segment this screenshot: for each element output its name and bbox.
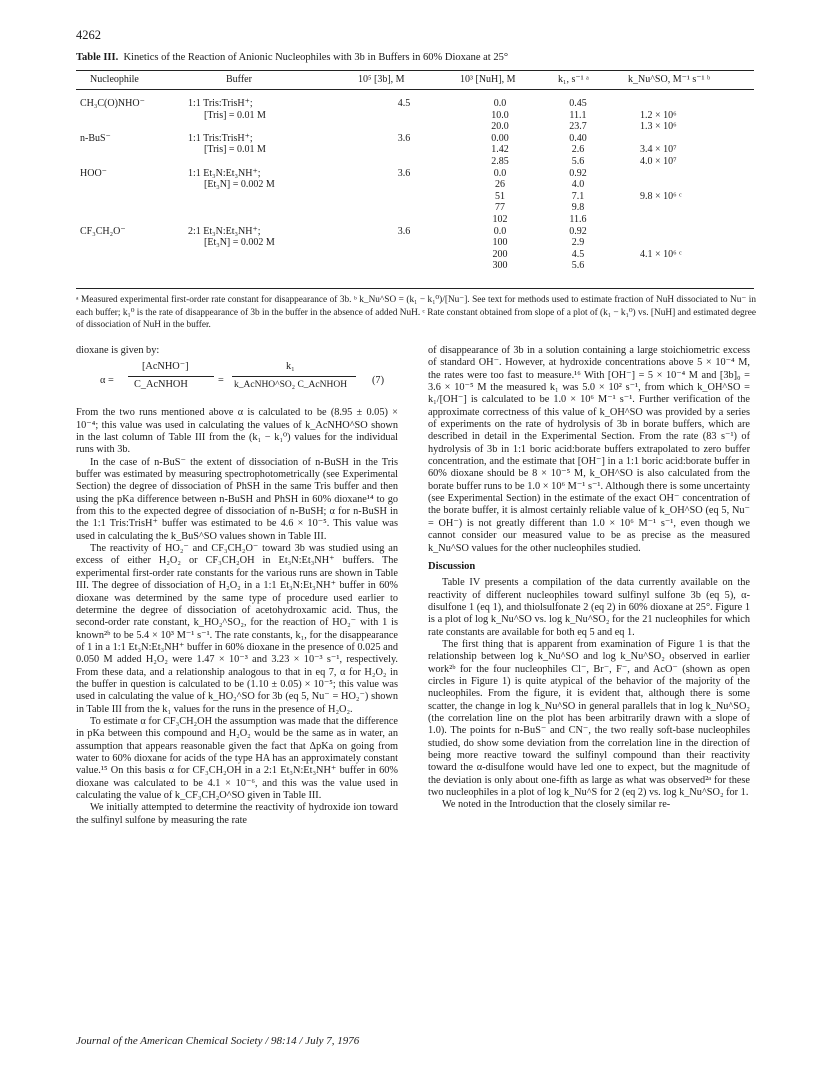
left-paragraph-5: We initially attempted to determine the reactivity of hydroxide ion toward the sulfinyl sulfone by measuring the rate bbox=[76, 802, 398, 826]
page-number: 4262 bbox=[76, 28, 101, 42]
table-row bbox=[0, 98, 820, 109]
cell-nuh: 0.0 bbox=[493, 167, 507, 179]
cell-k1: 0.92 bbox=[569, 225, 587, 237]
eq-lhs: α = bbox=[100, 375, 114, 387]
cell-buffer: 1:1 Tris:TrisH⁺; bbox=[188, 132, 253, 144]
section-heading-discussion: Discussion bbox=[428, 560, 476, 572]
equation-7 bbox=[76, 359, 398, 403]
eq-den-1: C_AcNHOH bbox=[134, 379, 188, 391]
table-label: Table III. bbox=[76, 52, 119, 63]
col-header-kso: k_Nu^SO, M⁻¹ s⁻¹ ᵇ bbox=[628, 74, 711, 85]
cell-buffer: [Tris] = 0.01 M bbox=[204, 144, 266, 156]
col-header-k1: k₁, s⁻¹ ᵃ bbox=[558, 74, 589, 85]
cell-nuh: 20.0 bbox=[491, 121, 509, 133]
col-header-3b: 10⁵ [3b], M bbox=[358, 74, 405, 85]
cell-k1: 2.9 bbox=[571, 237, 585, 249]
cell-nuh: 300 bbox=[492, 260, 508, 272]
table-row bbox=[0, 121, 820, 132]
cell-3b: 3.6 bbox=[397, 167, 411, 179]
cell-k1: 0.92 bbox=[569, 167, 587, 179]
cell-nuh: 100 bbox=[492, 237, 508, 249]
right-paragraph-1: of disappearance of 3b in a solution containing a large stoichiometric excess of standard OH⁻. However, at hydroxide concentrations above 5 × 10⁻⁴ M, the rates were too fast to measure.¹⁶ With [OH⁻] = 5 × 10⁻⁴ M and [3b]₀ = 3.6 × 10⁻⁵ M the measured k₁ was 5.0 × 10² s⁻¹, from which k_OH^SO = k₁/[OH⁻] is calculated to be 1.0 × 10⁶ M⁻¹ s⁻¹. Further verification of the approximate correctness of this value of k_OH^SO was provided by a series of experiments on the rate of hydrolysis of 3b in borate buffers, which are described in detail in the Experimental Section. From the rate (83 s⁻¹) of hydrolysis of 3b in 1:1 boric acid:borate buffers extrapolated to zero buffer concentration, and the estimate that [OH⁻] in a 1:1 boric acid:borate buffer in 60% dioxane should be 8 × 10⁻⁵ M, k_OH^SO is also calculated from the borate buffer runs to be 1.0 × 10⁶ M⁻¹ s⁻¹. Although there is some uncertainty (see Experimental Section) in the estimate of the exact OH⁻ concentration of the borate buffer, it is almost certainly reliable value of k_OH^SO (eq 5, Nu⁻ = OH⁻) is not greatly different than 1.0 × 10⁶ M⁻¹ s⁻¹, even though we cannot consider our measured value to be as precise as the measured k_Nu^SO values for the other nucleophiles studied. bbox=[428, 345, 750, 554]
cell-3b: 4.5 bbox=[397, 98, 411, 109]
cell-k1: 7.1 bbox=[571, 190, 585, 202]
cell-nuh: 10.0 bbox=[491, 109, 509, 121]
table-row bbox=[0, 249, 820, 260]
table-row bbox=[0, 226, 820, 237]
col-header-nucleophile: Nucleophile bbox=[90, 74, 139, 85]
left-paragraph-4: To estimate α for CF₃CH₂OH the assumption was made that the difference in pKa between this compound and H₂O₂ would be the same as in water, an assumption that appears reasonable given the fact that ΔpKa on going from water to 60% dioxane for acids of the type HA has an approximately constant value.¹⁵ On this basis α for CF₃CH₂OH in a 2:1 Et₃N:Et₃NH⁺ buffer in 60% dioxane was calculated to be 4.1 × 10⁻⁶, and this was the value used in calculating the value of k_CF₃CH₂O^SO given in Table III. bbox=[76, 715, 398, 801]
table-row bbox=[0, 191, 820, 202]
cell-nucleophile: HOO⁻ bbox=[80, 167, 107, 179]
table-row bbox=[0, 133, 820, 144]
right-paragraph-3: The first thing that is apparent from examination of Figure 1 is that the relationship between log k_Nu^SO and log k_Nu^SO₂ observed in earlier work²ᵇ for the four nucleophiles Cl⁻, Br⁻, F⁻, and AcO⁻ (shown as open circles in Figure 1) is quite atypical of the behavior of the majority of the nucleophiles. From the figure, it is evident that, although there is some scatter, the change in log k_Nu^SO in general parallels that in log k_Nu^SO₂ (the correlation line on the plot has been arbitrarily drawn with a slope of 1.0). The points for n-BuS⁻ and CN⁻, the two really soft-base nucleophiles studied, do show some deviation from the correlation line in the direction of being more reactive toward the sulfinyl compound than their reactivity toward the α-disulfone would have led one to expect, but the magnitude of the deviation is only about one-fifth as large as what was observed²ᵃ for these two nucleophiles in a plot of log k_Nu^S for 2 (eq 2) vs. log k_Nu^SO₂ for 1. bbox=[428, 638, 750, 799]
cell-nucleophile: CH₃C(O)NHO⁻ bbox=[80, 98, 145, 109]
cell-nuh: 77 bbox=[495, 202, 505, 214]
cell-kso: 3.4 × 10⁷ bbox=[640, 144, 677, 156]
cell-3b: 3.6 bbox=[397, 132, 411, 144]
table-row bbox=[0, 156, 820, 167]
cell-buffer: 2:1 Et₃N:Et₃NH⁺; bbox=[188, 225, 261, 237]
table-caption bbox=[76, 52, 756, 63]
cell-k1: 9.8 bbox=[571, 202, 585, 214]
right-paragraph-4: We noted in the Introduction that the closely similar re- bbox=[442, 799, 671, 811]
right-column bbox=[428, 345, 750, 812]
table-row bbox=[0, 202, 820, 213]
table-title: Kinetics of the Reaction of Anionic Nucleophiles with 3b in Buffers in 60% Dioxane at 25° bbox=[123, 52, 509, 63]
cell-k1: 11.6 bbox=[569, 214, 587, 225]
cell-nuh: 102 bbox=[492, 214, 508, 225]
cell-buffer: [Et₃N] = 0.002 M bbox=[204, 237, 275, 249]
eq-equals: = bbox=[218, 375, 224, 387]
cell-nuh: 2.85 bbox=[491, 156, 509, 167]
journal-citation-footer: Journal of the American Chemical Society / 98:14 / July 7, 1976 bbox=[76, 1035, 360, 1047]
eq-den-2: k_AcNHO^SO₂ C_AcNHOH bbox=[234, 380, 348, 391]
table-bottom-rule bbox=[76, 288, 754, 289]
table-footnotes: ᵃ Measured experimental first-order rate constant for disappearance of 3b. ᵇ k_Nu^SO = (k₁ − k₁⁰)/[Nu⁻]. See text for methods used to estimate fraction of NuH dissociated to Nu⁻ in each buffer; k₁⁰ is the rate of disappearance of 3b in the buffer in the absence of added NuH. ᶜ Rate constant obtained from slope of a plot of (k₁ − k₁⁰) vs. [NuH] and estimated degree of dissociation of NuH in the buffer. bbox=[76, 295, 756, 330]
cell-buffer: 1:1 Tris:TrisH⁺; bbox=[188, 98, 253, 109]
cell-k1: 2.6 bbox=[571, 144, 585, 156]
cell-nuh: 1.42 bbox=[491, 144, 509, 156]
cell-k1: 23.7 bbox=[569, 121, 587, 133]
eq-num-1: [AcNHO⁻] bbox=[142, 361, 189, 373]
table-row bbox=[0, 144, 820, 155]
table-row bbox=[0, 110, 820, 121]
col-header-nuh: 10³ [NuH], M bbox=[460, 74, 516, 85]
cell-nuh: 51 bbox=[495, 190, 505, 202]
table-row bbox=[0, 179, 820, 190]
table-top-rule bbox=[76, 70, 754, 71]
cell-buffer: [Tris] = 0.01 M bbox=[204, 109, 266, 121]
cell-nuh: 0.0 bbox=[493, 98, 507, 109]
left-paragraph-2: In the case of n-BuS⁻ the extent of dissociation of n-BuSH in the Tris buffer was estimated by measuring spectrophotometrically (see Experimental Section) the degree of dissociation of PhSH in the same Tris buffer and then using the pKa difference between n-BuSH and PhSH in 60% dioxane¹⁴ to go from this to the expected degree of dissociation of n-BuSH; α for n-BuSH in the 1:1 Tris:TrisH⁺ buffer was estimated to be 4.6 × 10⁻⁵. This value was used in calculating the k_BuS^SO values shown in Table III. bbox=[76, 456, 398, 542]
table-row bbox=[0, 168, 820, 179]
cell-buffer: 1:1 Et₃N:Et₃NH⁺; bbox=[188, 167, 261, 179]
cell-kso: 1.2 × 10⁶ bbox=[640, 109, 677, 121]
cell-nucleophile: n-BuS⁻ bbox=[80, 132, 111, 144]
left-paragraph-1: From the two runs mentioned above α is calculated to be (8.95 ± 0.05) × 10⁻⁴; this value was used in calculating the values of k_AcNHO^SO shown in the last column of Table III from the (k₁ − k₁⁰) values for the individual runs with 3b. bbox=[76, 407, 398, 456]
cell-kso: 1.3 × 10⁶ bbox=[640, 121, 677, 133]
eq-bar-1 bbox=[128, 376, 214, 377]
table-row bbox=[0, 260, 820, 271]
cell-buffer: [Et₃N] = 0.002 M bbox=[204, 179, 275, 191]
cell-k1: 11.1 bbox=[569, 109, 587, 121]
cell-k1: 0.45 bbox=[569, 98, 587, 109]
cell-k1: 5.6 bbox=[571, 260, 585, 272]
cell-nucleophile: CF₃CH₂O⁻ bbox=[80, 225, 126, 237]
cell-nuh: 0.0 bbox=[493, 225, 507, 237]
cell-nuh: 200 bbox=[492, 248, 508, 260]
left-column bbox=[76, 345, 398, 827]
cell-kso: 4.1 × 10⁶ ᶜ bbox=[640, 248, 682, 260]
cell-k1: 4.0 bbox=[571, 179, 585, 191]
cell-k1: 5.6 bbox=[571, 156, 585, 167]
eq-num-2: k₁ bbox=[286, 361, 295, 373]
right-paragraph-2: Table IV presents a compilation of the data currently available on the reactivity of different nucleophiles toward sulfinyl sulfone 3b (eq 5), α-disulfone 1 (eq 1), and thiolsulfonate 2 (eq 2) in 60% dioxane at 25°. Figure 1 is a plot of log k_Nu^SO vs. log k_Nu^SO₂ for the 21 nucleophiles for which rate constants are available for both eq 5 and eq 1. bbox=[428, 577, 750, 638]
col-header-buffer: Buffer bbox=[226, 74, 252, 85]
cell-k1: 4.5 bbox=[571, 248, 585, 260]
lead-text: dioxane is given by: bbox=[76, 345, 160, 356]
table-row bbox=[0, 237, 820, 248]
cell-nuh: 0.00 bbox=[491, 132, 509, 144]
cell-3b: 3.6 bbox=[397, 225, 411, 237]
table-header-rule bbox=[76, 89, 754, 90]
eq-bar-2 bbox=[232, 376, 356, 377]
cell-nuh: 26 bbox=[495, 179, 505, 191]
cell-kso: 9.8 × 10⁶ ᶜ bbox=[640, 190, 682, 202]
table-row bbox=[0, 214, 820, 225]
cell-kso: 4.0 × 10⁷ bbox=[640, 156, 677, 167]
left-paragraph-3: The reactivity of HO₂⁻ and CF₃CH₂O⁻ toward 3b was studied using an excess of either H₂O₂ or CF₃CH₂OH in Et₃N:Et₃NH⁺ buffers. The experimental first-order rate constants for the various runs are shown in Table III. The degree of dissociation of H₂O₂ in a 1:1 Et₃N:Et₃NH⁺ buffer in 60% dioxane was determined by the same type of procedure used earlier to determine the degree of dissociation of acetohydroxamic acid. Thus, the second-order rate constant, k_HO₂^SO₂, for the reaction of HO₂⁻ with 1 is known²ᵇ to be 5.4 × 10³ M⁻¹ s⁻¹. The rate constants, k₁, for the disappearance of 1 in a 1:1 Et₃N:Et₃NH⁺ buffer in 60% dioxane in the presence of 0.025 and 0.050 M added H₂O₂ were 1.47 × 10⁻³ and 3.23 × 10⁻³ s⁻¹, respectively. From these data, and a relationship analogous to that in eq 7, α for H₂O₂ in the buffer in question is calculated to be (1.10 ± 0.05) × 10⁻⁵; this value was used in calculating the value of k_HO₂^SO for 3b (eq 5, Nu⁻ = HO₂⁻) shown in Table III from the k₁ values for the runs in the presence of H₂O₂. bbox=[76, 543, 398, 715]
cell-k1: 0.40 bbox=[569, 132, 587, 144]
eq-label: (7) bbox=[372, 375, 385, 387]
